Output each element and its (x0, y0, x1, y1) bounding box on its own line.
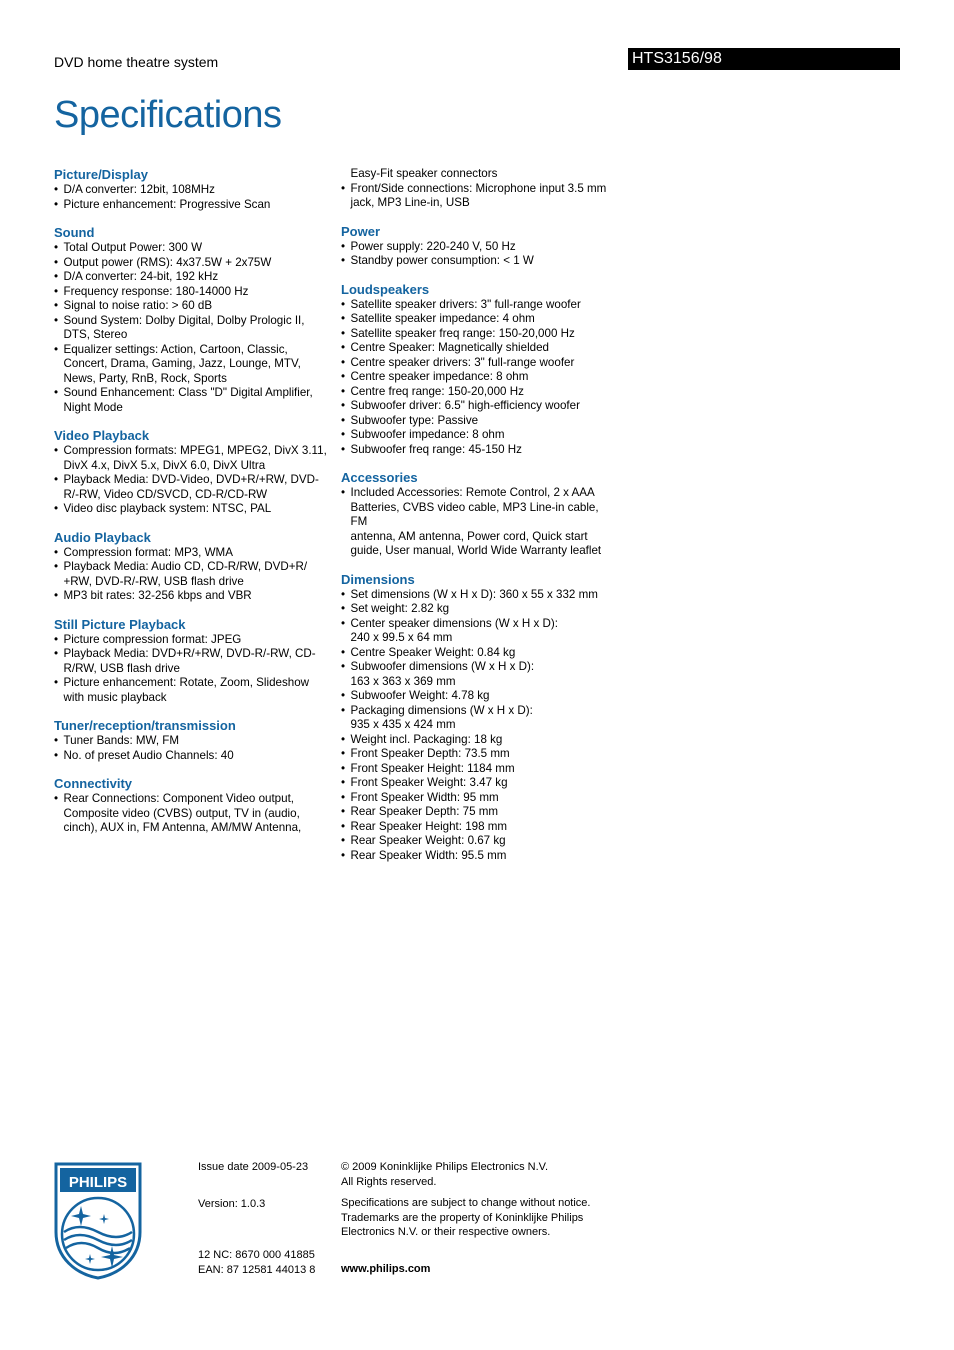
rights: All Rights reserved. (341, 1175, 437, 1188)
spec-item: • Power supply: 220-240 V, 50 Hz (341, 240, 617, 255)
spec-item: • Front Speaker Depth: 73.5 mm (341, 747, 617, 762)
spec-list (54, 183, 330, 212)
spec-section-video-playback (54, 428, 330, 517)
spec-item-continued: DTS, Stereo (63, 328, 128, 341)
spec-section-picture-display (54, 167, 330, 212)
section-heading: Accessories (341, 470, 418, 485)
logo-brand-text: PHILIPS (68, 1174, 128, 1191)
spec-item-continued: 163 x 363 x 369 mm (350, 674, 456, 688)
spec-column-right (341, 167, 617, 876)
model-number-bar: HTS3156/98 (628, 48, 900, 70)
spec-item-continued: jack, MP3 Line-in, USB (350, 196, 470, 209)
spec-section-tuner-reception-transmission (54, 718, 330, 763)
issue-date: Issue date 2009-05-23 (198, 1161, 309, 1173)
spec-item: • Picture enhancement: Progressive Scan (54, 198, 330, 213)
spec-item: • Subwoofer impedance: 8 ohm (341, 428, 617, 443)
nc-code: 12 NC: 8670 000 41885 (198, 1249, 315, 1261)
spec-item: • Centre speaker impedance: 8 ohm (341, 370, 617, 385)
spec-item-continued: R/-RW, Video CD/SVCD, CD-R/CD-RW (63, 487, 268, 501)
spec-item: • Video disc playback system: NTSC, PAL (54, 502, 330, 517)
spec-list (54, 734, 330, 763)
spec-item: • Subwoofer dimensions (W x H x D): (341, 660, 617, 675)
spec-item-continued: Night Mode (63, 400, 123, 414)
spec-item-continued: guide, User manual, World Wide Warranty leaflet (350, 544, 602, 557)
spec-list (54, 633, 330, 706)
spec-item: • Standby power consumption: < 1 W (341, 254, 617, 269)
spec-item: • Rear Speaker Depth: 75 mm (341, 805, 617, 820)
spec-section-loudspeakers (341, 282, 617, 458)
spec-section-sound (54, 225, 330, 415)
copyright: © 2009 Koninklijke Philips Electronics N.V. (341, 1161, 549, 1173)
document-subtitle: DVD home theatre system (54, 54, 219, 70)
spec-section-dimensions (341, 572, 617, 864)
spec-item: • Set weight: 2.82 kg (341, 602, 617, 617)
spec-item: • Total Output Power: 300 W (54, 241, 330, 256)
footer-legal-info (341, 1160, 621, 1276)
spec-item: • Satellite speaker freq range: 150-20,000 Hz (341, 327, 617, 342)
section-heading: Audio Playback (54, 529, 151, 545)
spec-list (54, 792, 330, 836)
section-heading: Connectivity (54, 776, 133, 791)
spec-item: • Satellite speaker impedance: 4 ohm (341, 312, 617, 327)
disclaimer-line-3: Electronics N.V. or their respective owners. (341, 1226, 551, 1238)
spec-item-continued: Batteries, CVBS video cable, MP3 Line-in cable, FM (350, 500, 599, 528)
spec-section-power (341, 224, 617, 269)
spec-item: • No. of preset Audio Channels: 40 (54, 749, 330, 764)
spec-item-continued: News, Party, RnB, Rock, Sports (63, 371, 227, 385)
spec-list (54, 546, 330, 604)
spec-item: • Equalizer settings: Action, Cartoon, Classic, (54, 343, 330, 358)
spec-list (341, 182, 617, 211)
spec-item: • Rear Speaker Height: 198 mm (341, 820, 617, 835)
spec-item: • Playback Media: DVD-Video, DVD+R/+RW, DVD- (54, 473, 330, 488)
spec-item: • Compression formats: MPEG1, MPEG2, DivX 3.11, (54, 444, 330, 459)
spec-item: • Subwoofer driver: 6.5" high-efficiency woofer (341, 399, 617, 414)
spec-item: • Front Speaker Width: 95 mm (341, 791, 617, 806)
page-title: Specifications (54, 94, 282, 136)
version: Version: 1.0.3 (198, 1197, 266, 1210)
philips-shield-logo (54, 1162, 142, 1280)
spec-item-continued: 935 x 435 x 424 mm (350, 718, 456, 731)
spec-item: • Picture compression format: JPEG (54, 633, 330, 648)
spec-item: • Tuner Bands: MW, FM (54, 734, 330, 749)
spec-item: • Subwoofer type: Passive (341, 414, 617, 429)
spec-item: • D/A converter: 24-bit, 192 kHz (54, 270, 330, 285)
section-heading: Tuner/reception/transmission (54, 718, 236, 733)
spec-section-audio-playback (54, 530, 330, 604)
spec-list (341, 298, 617, 458)
spec-item: • Centre Speaker Weight: 0.84 kg (341, 646, 617, 661)
section-heading: Loudspeakers (341, 281, 430, 297)
spec-list (54, 444, 330, 517)
spec-item: • Weight incl. Packaging: 18 kg (341, 733, 617, 748)
section-heading: Power (341, 223, 381, 239)
spec-section-accessories (341, 470, 617, 559)
spec-item: • Included Accessories: Remote Control, 2 x AAA (341, 486, 617, 501)
spec-item: • Centre freq range: 150-20,000 Hz (341, 385, 617, 400)
spec-item: • Rear Speaker Width: 95.5 mm (341, 849, 617, 864)
spec-section-continued (341, 182, 617, 211)
spec-item: • Set dimensions (W x H x D): 360 x 55 x 332 mm (341, 588, 617, 603)
spec-item: • Rear Connections: Component Video output, (54, 792, 330, 807)
spec-item: • Output power (RMS): 4x37.5W + 2x75W (54, 256, 330, 271)
spec-item: • Playback Media: DVD+R/+RW, DVD-R/-RW, CD- (54, 647, 330, 662)
section-heading: Video Playback (54, 428, 150, 443)
spec-item: • Packaging dimensions (W x H x D): (341, 704, 617, 719)
footer-product-info (198, 1160, 328, 1277)
spec-item-continued: DivX 4.x, DivX 5.x, DivX 6.0, DivX Ultra (63, 458, 266, 472)
spec-item: • Rear Speaker Weight: 0.67 kg (341, 834, 617, 849)
spec-item: • Subwoofer freq range: 45-150 Hz (341, 443, 617, 458)
spec-item-continued: 240 x 99.5 x 64 mm (350, 631, 453, 644)
spec-section-connectivity (54, 776, 330, 836)
spec-item: • Front/Side connections: Microphone input 3.5 mm (341, 182, 617, 197)
spec-list (54, 241, 330, 415)
spec-item: • Compression format: MP3, WMA (54, 546, 330, 561)
spec-item-continued: cinch), AUX in, FM Antenna, AM/MW Antenna, (63, 821, 302, 834)
spec-section-still-picture-playback (54, 617, 330, 706)
section-heading: Dimensions (341, 571, 415, 587)
spec-item: • Centre speaker drivers: 3" full-range woofer (341, 356, 617, 371)
section-heading: Sound (54, 225, 95, 240)
disclaimer-line-1: Specifications are subject to change without notice. (341, 1197, 591, 1209)
website-link[interactable]: www.philips.com (341, 1262, 431, 1275)
spec-item: • Sound Enhancement: Class "D" Digital Amplifier, (54, 386, 330, 401)
spec-item: • Front Speaker Height: 1184 mm (341, 762, 617, 777)
spec-item-continued: R/RW, USB flash drive (63, 661, 180, 675)
spec-item: • Frequency response: 180-14000 Hz (54, 285, 330, 300)
spec-item: • MP3 bit rates: 32-256 kbps and VBR (54, 589, 330, 604)
continued-spec-line: Easy-Fit speaker connectors (350, 167, 498, 180)
spec-item: • Playback Media: Audio CD, CD-R/RW, DVD+R/ (54, 560, 330, 575)
spec-item: • D/A converter: 12bit, 108MHz (54, 183, 330, 198)
spec-item: • Front Speaker Weight: 3.47 kg (341, 776, 617, 791)
disclaimer-line-2: Trademarks are the property of Koninklijke Philips (341, 1211, 584, 1224)
spec-item-continued: antenna, AM antenna, Power cord, Quick start (350, 529, 588, 543)
spec-item: • Signal to noise ratio: > 60 dB (54, 299, 330, 314)
spec-list (341, 240, 617, 269)
ean-code: EAN: 87 12581 44013 8 (198, 1263, 316, 1276)
spec-item-continued: +RW, DVD-R/-RW, USB flash drive (63, 574, 244, 588)
spec-item: • Picture enhancement: Rotate, Zoom, Slideshow (54, 676, 330, 691)
spec-item-continued: with music playback (63, 690, 167, 704)
spec-item: • Centre Speaker: Magnetically shielded (341, 341, 617, 356)
spec-item-continued: Composite video (CVBS) output, TV in (audio, (63, 806, 300, 820)
spec-list (341, 588, 617, 864)
spec-item-continued: Concert, Drama, Gaming, Jazz, Lounge, MTV, (63, 357, 301, 370)
spec-item: • Center speaker dimensions (W x H x D): (341, 617, 617, 632)
section-heading: Still Picture Playback (54, 616, 186, 632)
spec-item: • Satellite speaker drivers: 3" full-range woofer (341, 298, 617, 313)
section-heading: Picture/Display (54, 167, 148, 182)
spec-column-left (54, 167, 330, 849)
spec-list (341, 486, 617, 559)
spec-item: • Subwoofer Weight: 4.78 kg (341, 689, 617, 704)
spec-item: • Sound System: Dolby Digital, Dolby Prologic II, (54, 314, 330, 329)
